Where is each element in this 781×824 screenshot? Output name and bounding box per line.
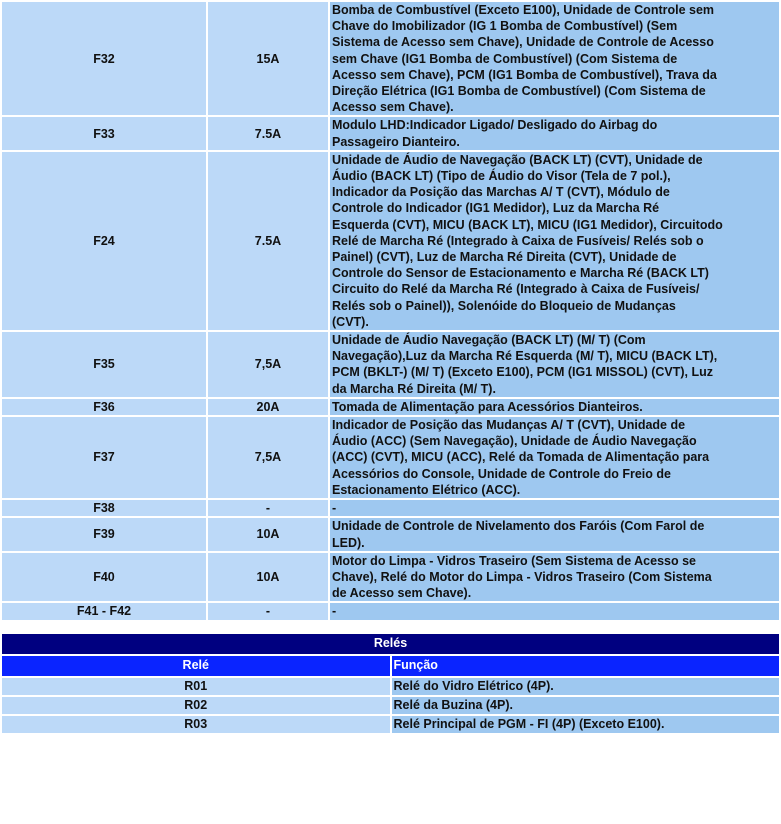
relay-row xyxy=(2,716,779,733)
fuse-row xyxy=(2,500,779,516)
fuse-amperage: - xyxy=(208,603,328,619)
fuse-description xyxy=(330,603,779,619)
fuse-amperage: 10A xyxy=(208,518,328,550)
fuse-description-line: Navegação),Luz da Marcha Ré Esquerda (M/ T), MICU (BACK LT), xyxy=(332,349,718,364)
fuse-row xyxy=(2,117,779,149)
fuse-row xyxy=(2,518,779,550)
fuse-id: F41 - F42 xyxy=(2,603,206,619)
relay-id: R01 xyxy=(2,678,390,695)
fuse-description xyxy=(330,2,779,115)
relay-table-body xyxy=(2,634,779,733)
fuse-description-line: Painel) (CVT), Luz de Marcha Ré Direita (CVT), Unidade de xyxy=(332,250,677,265)
relay-header-row xyxy=(2,656,779,676)
fuse-id: F32 xyxy=(2,2,206,115)
fuse-description-line: Tomada de Alimentação para Acessórios Dianteiros. xyxy=(332,399,643,414)
fuse-description-line: Relés sob o Painel)), Solenóide do Bloqueio de Mudanças xyxy=(332,298,676,313)
fuse-row xyxy=(2,417,779,498)
relay-function: Relé Principal de PGM - FI (4P) (Exceto E100). xyxy=(392,716,780,733)
fuse-description-line: Unidade de Áudio de Navegação (BACK LT) (CVT), Unidade de xyxy=(332,152,703,167)
fuse-description-line: Acesso sem Chave). xyxy=(332,100,454,115)
fuse-description-line: Sistema de Acesso sem Chave), Unidade de Controle de Acesso xyxy=(332,35,714,50)
fuse-description xyxy=(330,332,779,397)
fuse-amperage: - xyxy=(208,500,328,516)
fuse-description-line: Controle do Sensor de Estacionamento e Marcha Ré (BACK LT) xyxy=(332,266,709,281)
fuse-description-line: Chave do Imobilizador (IG 1 Bomba de Combustível) (Sem xyxy=(332,19,678,34)
fuse-description xyxy=(330,152,779,330)
relay-row xyxy=(2,678,779,695)
fuse-id: F37 xyxy=(2,417,206,498)
fuse-description xyxy=(330,500,779,516)
fuse-amperage: 7,5A xyxy=(208,332,328,397)
fuse-description xyxy=(330,553,779,602)
fuse-description-line: Modulo LHD:Indicador Ligado/ Desligado do Airbag do xyxy=(332,118,658,133)
relay-title-row xyxy=(2,634,779,654)
fuse-description-line: Bomba de Combustível (Exceto E100), Unidade de Controle sem xyxy=(332,3,715,17)
fuse-id: F35 xyxy=(2,332,206,397)
fuse-description-line: Motor do Limpa - Vidros Traseiro (Sem Sistema de Acesso se xyxy=(332,553,697,568)
fuse-description-line: Relé de Marcha Ré (Integrado à Caixa de Fusíveis/ Relés sob o xyxy=(332,233,704,248)
fuse-row xyxy=(2,332,779,397)
fuse-description-line: - xyxy=(332,604,337,619)
fuse-id: F36 xyxy=(2,399,206,415)
relay-function: Relé do Vidro Elétrico (4P). xyxy=(392,678,780,695)
relay-column-header: Relé xyxy=(2,656,390,676)
fuse-id: F39 xyxy=(2,518,206,550)
fuse-description-line: sem Chave (IG1 Bomba de Combustível) (Com Sistema de xyxy=(332,51,678,66)
fuse-description-line: (ACC) (CVT), MICU (ACC), Relé da Tomada de Alimentação para xyxy=(332,450,710,465)
fuse-amperage: 20A xyxy=(208,399,328,415)
fuse-amperage: 7.5A xyxy=(208,117,328,149)
fuse-description-line: Passageiro Dianteiro. xyxy=(332,134,460,149)
relay-table-title: Relés xyxy=(2,634,779,654)
fuse-id: F33 xyxy=(2,117,206,149)
relay-id: R02 xyxy=(2,697,390,714)
fuse-description-line: da Marcha Ré Direita (M/ T). xyxy=(332,381,496,396)
fuse-description-line: Indicador de Posição das Mudanças A/ T (CVT), Unidade de xyxy=(332,418,686,433)
fuse-id: F38 xyxy=(2,500,206,516)
fuse-table-body xyxy=(2,2,779,620)
relay-function: Relé da Buzina (4P). xyxy=(392,697,780,714)
fuse-description-line: Indicador da Posição das Marchas A/ T (CVT), Módulo de xyxy=(332,185,670,200)
fuse-description xyxy=(330,518,779,550)
fuse-description-line: LED). xyxy=(332,535,365,550)
fuse-description xyxy=(330,117,779,149)
fuse-description-line: Áudio (ACC) (Sem Navegação), Unidade de Áudio Navegação xyxy=(332,434,697,449)
fuse-amperage: 7,5A xyxy=(208,417,328,498)
fuse-amperage: 7.5A xyxy=(208,152,328,330)
fuse-amperage: 15A xyxy=(208,2,328,115)
fuse-description xyxy=(330,417,779,498)
fuse-description-line: Áudio (BACK LT) (Tipo de Áudio do Visor (Tela de 7 pol.), xyxy=(332,169,671,184)
fuse-description-line: Acesso sem Chave), PCM (IG1 Bomba de Combustível), Trava da xyxy=(332,67,717,82)
fuse-description-line: Controle do Indicador (IG1 Medidor), Luz da Marcha Ré xyxy=(332,201,660,216)
fuse-description xyxy=(330,399,779,415)
fuse-row xyxy=(2,553,779,602)
fuse-description-line: Circuito do Relé da Marcha Ré (Integrado à Caixa de Fusíveis/ xyxy=(332,282,700,297)
relay-table xyxy=(0,632,781,735)
fuse-description-line: Estacionamento Elétrico (ACC). xyxy=(332,482,521,497)
fuse-description-line: Acessórios do Console, Unidade de Controle do Freio de xyxy=(332,466,671,481)
fuse-id: F24 xyxy=(2,152,206,330)
fuse-description-line: PCM (BKLT-) (M/ T) (Exceto E100), PCM (IG1 MISSOL) (CVT), Luz xyxy=(332,365,714,380)
relay-row xyxy=(2,697,779,714)
fuse-description-line: Unidade de Controle de Nivelamento dos Faróis (Com Farol de xyxy=(332,519,705,534)
fuse-description-line: Direção Elétrica (IG1 Bomba de Combustível) (Com Sistema de xyxy=(332,84,706,99)
fuse-row xyxy=(2,399,779,415)
fuse-description-line: - xyxy=(332,501,337,516)
fuse-row xyxy=(2,152,779,330)
relay-id: R03 xyxy=(2,716,390,733)
fuse-id: F40 xyxy=(2,553,206,602)
fuse-row xyxy=(2,603,779,619)
fuse-description-line: (CVT). xyxy=(332,314,369,329)
fuse-description-line: Esquerda (CVT), MICU (BACK LT), MICU (IG1 Medidor), Circuitodo xyxy=(332,217,723,232)
fuse-description-line: Chave), Relé do Motor do Limpa - Vidros Traseiro (Com Sistema xyxy=(332,569,712,584)
fuse-amperage: 10A xyxy=(208,553,328,602)
fuse-description-line: de Acesso sem Chave). xyxy=(332,586,472,601)
fuse-row xyxy=(2,2,779,115)
fuse-description-line: Unidade de Áudio Navegação (BACK LT) (M/ T) (Com xyxy=(332,333,646,348)
function-column-header: Função xyxy=(392,656,780,676)
